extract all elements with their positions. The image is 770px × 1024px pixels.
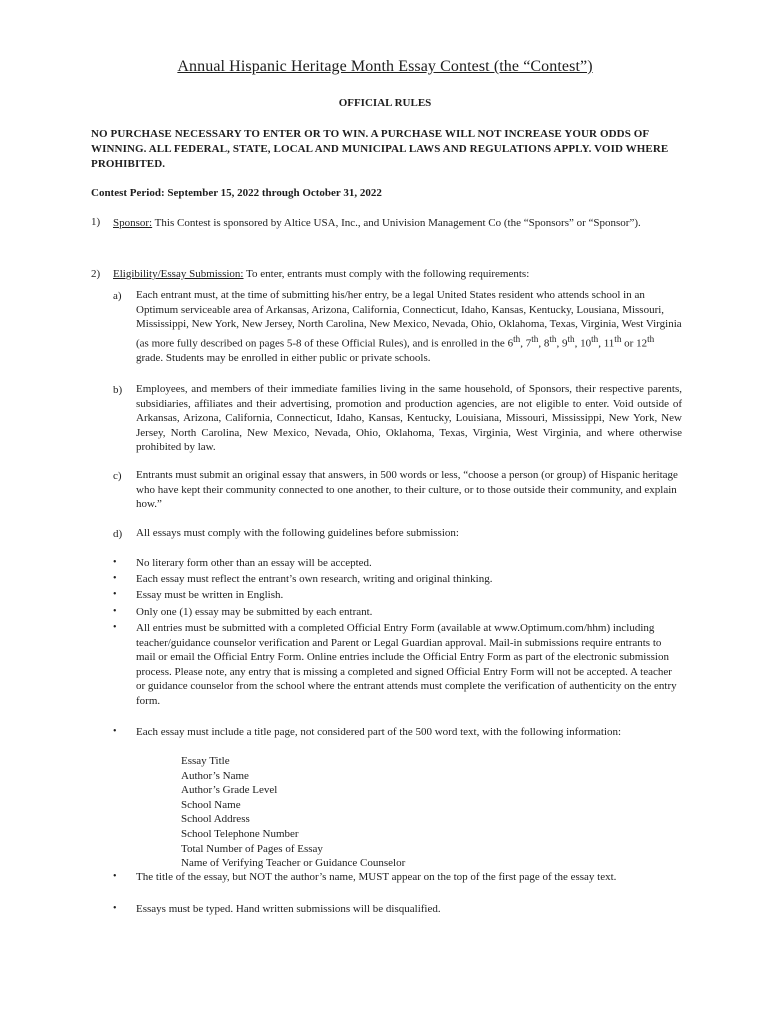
bullet-marker: • <box>113 606 117 617</box>
item-a-text: Each entrant must, at the time of submitting his/her entry, be a legal United States resident who attends school in an Optimum serviceable area of Arkansas, Arizona, California, Connecticut, Idaho, Kansas, Kentucky, Lousiana, Missouri, Mississippi, New York, New Jersey, North Carolina, New Mexico, Nevada, Ohio, Oklahoma, Texas, Virginia, West Virginia (as more fully described on pages 5-8 of these Official Rules), and is enrolled in the 6th, 7th, 8th, 9th, 10th, 11th or 12th grade. Students may be enrolled in either public or private schools. <box>136 289 682 365</box>
section-2-text: To enter, entrants must comply with the following requirements: <box>243 268 530 280</box>
item-a-text-part1: Each entrant must, at the time of submitting his/her entry, be a legal United States resident who attends school in an Optimum serviceable area of Arkansas, Arizona, California, Connecticut, Idaho, Kansas, Kentucky, Lousiana, Missouri, Mississippi, New York, New Jersey, North Carolina, New Mexico, Nevada, Ohio, Oklahoma, Texas, Virginia, West Virginia (as more fully described on pages 5-8 of these Official Rules), and is enrolled in the <box>136 289 682 350</box>
item-d-label: d) <box>113 528 123 540</box>
document-title: Annual Hispanic Heritage Month Essay Contest (the “Contest”) <box>177 58 593 75</box>
ordinal-suffix: th <box>531 333 539 344</box>
item-b-label: b) <box>113 384 123 396</box>
guideline-item: Essays must be typed. Hand written submissions will be disqualified. <box>136 903 441 915</box>
guideline-item: Each essay must include a title page, not considered part of the 500 word text, with the following information: <box>136 726 622 738</box>
ordinal-suffix: th <box>549 333 557 344</box>
ordinal-suffix: th <box>567 333 575 344</box>
document-subtitle: OFFICIAL RULES <box>338 97 432 109</box>
guideline-item: All entries must be submitted with a completed Official Entry Form (available at www.Optimum.com/hhm) including teacher/guidance counselor verification and Parent or Legal Guardian approval. Mail-in submissions require entrants to mail or email the Official Entry Form. Online entries include the Official Entry Form as part of the electronic submission process. Please note, any entry that is missing a completed and signed Official Entry Form will not be accepted. A teacher or guidance counselor from the school where the entrant attends must complete the verification of authenticity on the entry form. <box>136 622 677 707</box>
bullet-marker: • <box>113 903 117 914</box>
grade-12: 12 <box>636 337 648 350</box>
title-page-info-list <box>181 754 405 871</box>
info-item: Author’s Grade Level <box>181 784 278 797</box>
ordinal-suffix: th <box>614 333 622 344</box>
section-2-paragraph <box>113 263 683 285</box>
guideline-item: Each essay must reflect the entrant’s own research, writing and original thinking. <box>136 573 493 585</box>
ordinal-suffix: th <box>513 333 521 344</box>
bullet-marker: • <box>113 726 117 737</box>
section-2-number: 2) <box>91 268 101 280</box>
item-a-text-part2: grade. Students may be enrolled in either public or private schools. <box>136 352 431 365</box>
bullet-marker: • <box>113 573 117 584</box>
info-item: School Address <box>181 813 250 826</box>
bullet-marker: • <box>113 589 117 600</box>
section-2-heading: Eligibility/Essay Submission: <box>113 268 244 280</box>
section-1-number: 1) <box>91 216 101 228</box>
info-item: School Telephone Number <box>181 827 299 840</box>
item-a-label: a) <box>113 290 122 302</box>
guideline-item: No literary form other than an essay will be accepted. <box>136 557 372 569</box>
grade-10: 10 <box>580 337 592 350</box>
info-item: Name of Verifying Teacher or Guidance Counselor <box>181 857 406 870</box>
guideline-item: Only one (1) essay may be submitted by each entrant. <box>136 606 373 618</box>
item-b-text: Employees, and members of their immediate families living in the same household, of Sponsors, their respective parents, subsidiaries, affiliates and their advertising, promotion and production agencies, are not eligible to enter. Void outside of Arkansas, Arizona, California, Connecticut, Idaho, Kansas, Kentucky, Louisiana, Missouri, Mississippi, New York, New Jersey, North Carolina, New Mexico, Nevada, Ohio, Oklahoma, Texas, Virginia, West Virginia, and where otherwise prohibited by law. <box>136 383 682 454</box>
info-item: Total Number of Pages of Essay <box>181 842 323 855</box>
section-1-heading: Sponsor: <box>113 217 153 229</box>
disclaimer-paragraph: NO PURCHASE NECESSARY TO ENTER OR TO WIN. A PURCHASE WILL NOT INCREASE YOUR ODDS OF WINNING. ALL FEDERAL, STATE, LOCAL AND MUNICIPAL LAWS AND REGULATIONS APPLY. VOID WHERE PROHIBITED. <box>91 128 669 170</box>
contest-period: Contest Period: September 15, 2022 through October 31, 2022 <box>91 187 382 199</box>
item-d-text: All essays must comply with the following guidelines before submission: <box>136 527 459 539</box>
grade-7: 7 <box>525 337 532 350</box>
section-1-text: This Contest is sponsored by Altice USA, Inc., and Univision Management Co (the “Sponsors” or “Sponsor”). <box>152 217 641 229</box>
section-1-paragraph <box>113 212 683 234</box>
bullet-marker: • <box>113 557 117 568</box>
info-item: Essay Title <box>181 755 230 767</box>
item-c-label: c) <box>113 470 122 482</box>
info-item: Author’s Name <box>181 769 249 782</box>
grade-11: 11 <box>603 337 615 350</box>
grade-6: 6 <box>507 337 514 350</box>
info-item: School Name <box>181 798 241 811</box>
bullet-marker: • <box>113 871 117 882</box>
guideline-item: The title of the essay, but NOT the author’s name, MUST appear on the top of the first page of the essay text. <box>136 871 617 883</box>
grade-8: 8 <box>543 337 550 350</box>
guideline-item: Essay must be written in English. <box>136 589 284 601</box>
item-c-text: Entrants must submit an original essay that answers, in 500 words or less, “choose a person (or group) of Hispanic heritage who have kept their community connected to one another, to their culture, or to those outside their community, and explain how.” <box>136 469 678 511</box>
ordinal-suffix: th <box>647 333 655 344</box>
ordinal-suffix: th <box>591 333 599 344</box>
bullet-marker: • <box>113 622 117 633</box>
grade-9: 9 <box>561 337 568 350</box>
